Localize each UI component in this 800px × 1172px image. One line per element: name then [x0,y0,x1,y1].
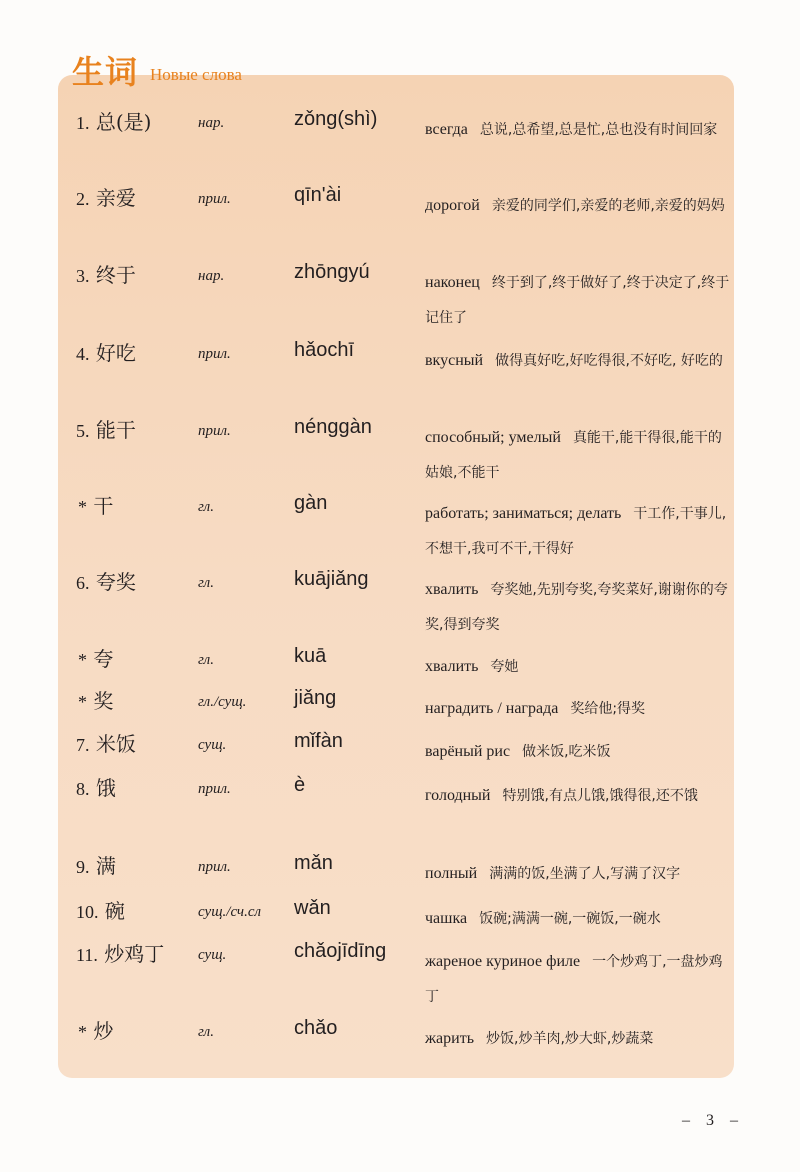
definition: жареное куриное филе [425,953,581,970]
example-phrases: 做米饭,吃米饭 [522,744,611,760]
part-of-speech: прил. [198,191,231,207]
pinyin: zǒng(shì) [294,108,378,130]
example-phrases: 做得真好吃,好吃得很,不好吃, 好吃的 [495,353,723,369]
word-hanzi: 米饭 [95,732,136,756]
example-phrases: 夸奖她,先别夸奖,夸奖菜好,谢谢你的夸奖,得到夸奖 [425,582,728,633]
definition: полный [425,865,478,882]
entry-number: 8. [76,779,90,799]
definition-block [425,420,731,491]
definition: вкусный [425,352,484,369]
definition-block [425,343,731,379]
part-of-speech: сущ. [198,947,227,963]
entry-number: 7. [76,735,90,755]
entry-number: 3. [76,266,90,286]
part-of-speech: прил. [198,781,231,797]
example-phrases: 干工作,干事儿,不想干,我可不干,干得好 [425,506,727,557]
entry-number: 5. [76,421,90,441]
example-phrases: 总说,总希望,总是忙,总也没有时间回家 [479,122,718,138]
vocab-word [76,941,164,968]
entry-number: 6. [76,573,90,593]
vocab-word [76,109,151,136]
word-hanzi: 终于 [95,263,136,287]
word-hanzi: 夸 [93,647,114,671]
definition-block [425,265,731,336]
part-of-speech: прил. [198,423,231,439]
word-hanzi: 奖 [93,689,114,713]
definition: варёный рис [425,743,511,760]
pinyin: nénggàn [294,416,372,438]
example-phrases: 真能干,能干得很,能干的姑娘,不能干 [425,430,722,481]
part-of-speech: прил. [198,346,231,362]
entry-number: 11. [76,945,98,965]
part-of-speech: сущ./сч.сл [198,904,262,920]
example-phrases: 夸她 [490,659,519,675]
pinyin: qīn'ài [294,184,342,206]
word-hanzi: 饿 [95,776,116,800]
definition: работать; заниматься; делать [425,505,622,522]
entry-number: * [78,650,87,670]
part-of-speech: сущ. [198,737,227,753]
vocab-word [78,646,113,673]
vocab-word [76,417,136,444]
vocab-word [76,262,136,289]
vocab-word [76,853,116,880]
entry-number: 4. [76,344,90,364]
entry-number: 2. [76,189,90,209]
definition-block [425,1021,731,1057]
pinyin: è [294,774,306,796]
definition: жарить [425,1030,475,1047]
word-hanzi: 夸奖 [95,570,136,594]
example-phrases: 终于到了,终于做好了,终于决定了,终于记住了 [425,275,730,326]
definition: чашка [425,910,468,927]
pinyin: wǎn [294,897,331,919]
definition-block [425,944,731,1015]
definition-block [425,734,731,770]
pinyin: kuājiǎng [294,568,369,590]
definition-block [425,856,731,892]
section-header [72,46,242,90]
pinyin: kuā [294,645,327,667]
definition: всегда [425,121,468,138]
definition: хвалить [425,658,479,675]
vocab-word [76,340,136,367]
pinyin: chǎojīdīng [294,940,387,962]
definition-block [425,649,731,685]
entry-number: * [78,1022,87,1042]
part-of-speech: гл. [198,499,214,515]
entry-number: * [78,497,87,517]
part-of-speech: нар. [198,115,225,131]
definition-block [425,778,731,814]
part-of-speech: гл./сущ. [198,694,247,710]
word-hanzi: 好吃 [95,341,136,365]
pinyin: mǎn [294,852,333,874]
vocab-word [78,493,113,520]
example-phrases: 奖给他;得奖 [570,701,646,717]
example-phrases: 亲爱的同学们,亲爱的老师,亲爱的妈妈 [491,198,725,214]
word-hanzi: 总(是) [95,110,152,134]
definition-block [425,572,731,643]
example-phrases: 饭碗;满满一碗,一碗饭,一碗水 [479,911,661,927]
example-phrases: 一个炒鸡丁,一盘炒鸡丁 [425,954,723,1005]
example-phrases: 炒饭,炒羊肉,炒大虾,炒蔬菜 [486,1031,654,1047]
definition: голодный [425,787,491,804]
word-hanzi: 碗 [104,899,125,923]
vocab-word [76,185,136,212]
vocab-word [76,731,136,758]
entry-number: * [78,692,87,712]
part-of-speech: гл. [198,575,214,591]
pinyin: zhōngyú [294,261,370,283]
part-of-speech: гл. [198,652,214,668]
example-phrases: 满满的饭,坐满了人,写满了汉字 [489,866,681,882]
word-hanzi: 炒 [93,1019,114,1043]
entry-number: 9. [76,857,90,877]
page-number: – 3 – [682,1112,744,1129]
vocab-word [76,898,125,925]
part-of-speech: гл. [198,1024,214,1040]
section-title-russian: Новые слова [150,65,242,84]
example-phrases: 特别饿,有点儿饿,饿得很,还不饿 [502,788,698,804]
definition: способный; умелый [425,429,561,446]
definition: хвалить [425,581,479,598]
definition: дорогой [425,197,480,214]
pinyin: gàn [294,492,328,514]
definition-block [425,691,731,727]
definition-block [425,496,731,567]
entry-number: 1. [76,113,90,133]
definition: наконец [425,274,480,291]
word-hanzi: 干 [93,494,114,518]
pinyin: jiǎng [294,687,337,709]
definition-block [425,188,731,224]
word-hanzi: 亲爱 [95,186,136,210]
word-hanzi: 炒鸡丁 [104,942,165,966]
vocab-word [78,688,113,715]
vocabulary-panel [58,75,734,1078]
section-title-chinese: 生词 [72,53,139,91]
definition: наградить / награда [425,700,559,717]
pinyin: hǎochī [294,339,355,361]
vocab-word [76,569,136,596]
word-hanzi: 满 [95,854,116,878]
vocab-word [76,775,116,802]
vocab-word [78,1018,113,1045]
part-of-speech: нар. [198,268,225,284]
word-hanzi: 能干 [95,418,136,442]
entry-number: 10. [76,902,99,922]
part-of-speech: прил. [198,859,231,875]
pinyin: chǎo [294,1017,338,1039]
pinyin: mǐfàn [294,730,343,752]
definition-block [425,112,731,148]
definition-block [425,901,731,937]
